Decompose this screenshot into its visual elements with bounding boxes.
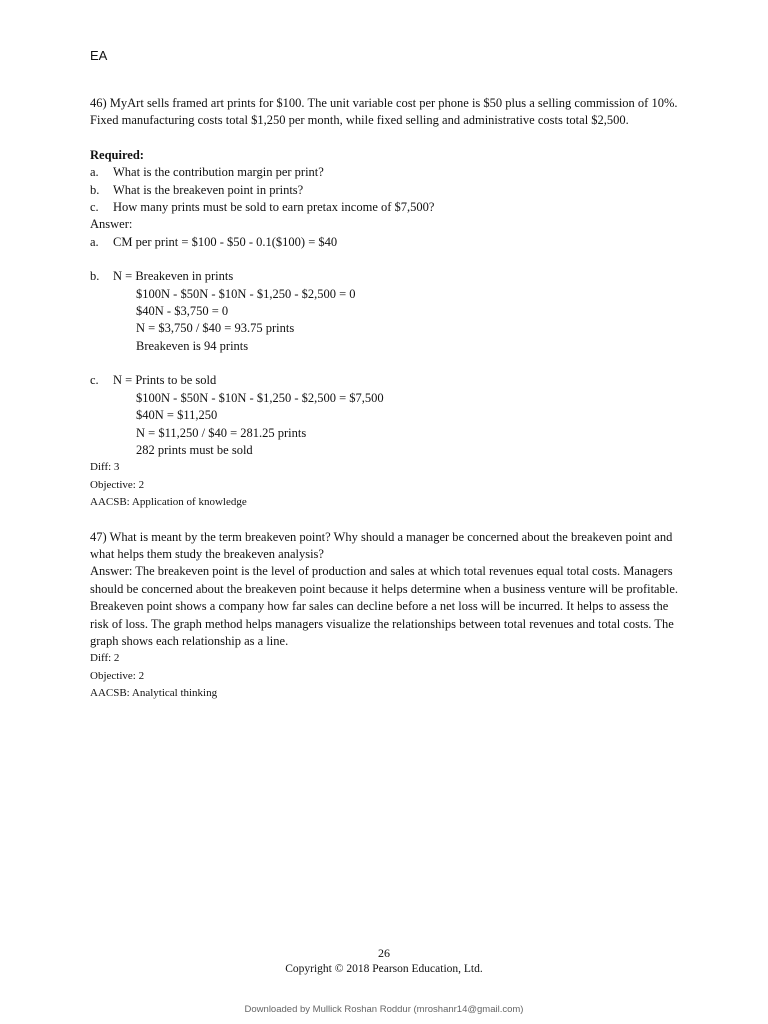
page-header: EA	[90, 48, 108, 63]
required-item-b	[90, 182, 680, 199]
required-item-text: What is the contribution margin per print?	[113, 165, 324, 180]
answer-b-line: N = $3,750 / $40 = 93.75 prints	[136, 321, 295, 336]
answer-label: Answer:	[90, 217, 133, 232]
question-47-difficulty: Diff: 2	[90, 652, 120, 665]
question-46-objective: Objective: 2	[90, 478, 145, 491]
required-label: Required:	[90, 147, 144, 162]
list-marker: c.	[90, 373, 99, 388]
question-46-text: 46) MyArt sells framed art prints for $100. The unit variable cost per phone is $50 plus a selling commission of 10%. Fixed manufacturing costs total $1,250 per month, while fixed selling and administrative costs total $2,500.	[90, 96, 678, 128]
question-47-answer: Answer: The breakeven point is the level of production and sales at which total revenues equal total costs. Managers should be concerned about the breakeven point because it helps determine when a business venture will be profitable. Breakeven point shows a company how far sales can decline before a net loss will be incurred. It helps to assess the risk of loss. The graph method helps managers visualize the relationships between total revenues and total costs. The graph shows each relationship as a line.	[90, 564, 679, 648]
list-marker: a.	[90, 165, 99, 180]
question-46-difficulty: Diff: 3	[90, 461, 120, 474]
list-marker: b.	[90, 269, 100, 284]
answer-b-line: Breakeven is 94 prints	[136, 338, 249, 353]
answer-b-line: $40N - $3,750 = 0	[136, 304, 229, 319]
answer-b	[90, 268, 680, 285]
answer-c-line: 282 prints must be sold	[136, 442, 253, 457]
required-item-text: What is the breakeven point in prints?	[113, 182, 304, 197]
question-47-text: 47) What is meant by the term breakeven point? Why should a manager be concerned about the breakeven point and what helps them study the breakeven analysis?	[90, 529, 673, 561]
answer-c-line: N = $11,250 / $40 = 281.25 prints	[136, 425, 307, 440]
answer-b-text: N = Breakeven in prints	[113, 269, 234, 284]
question-47-aacsb: AACSB: Analytical thinking	[90, 687, 218, 700]
question-47-objective: Objective: 2	[90, 669, 145, 682]
required-item-a	[90, 164, 680, 181]
answer-c	[90, 372, 680, 389]
answer-c-text: N = Prints to be sold	[113, 373, 217, 388]
answer-a	[90, 234, 680, 251]
download-note: Downloaded by Mullick Roshan Roddur (mroshanr14@gmail.com)	[244, 1004, 524, 1015]
list-marker: a.	[90, 234, 99, 249]
answer-c-line: $40N = $11,250	[136, 408, 218, 423]
required-item-text: How many prints must be sold to earn pretax income of $7,500?	[113, 200, 435, 215]
answer-c-line: $100N - $50N - $10N - $1,250 - $2,500 = $7,500	[136, 390, 384, 405]
page-number: 26	[378, 946, 390, 960]
required-item-c	[90, 199, 680, 216]
answer-b-line: $100N - $50N - $10N - $1,250 - $2,500 = 0	[136, 286, 356, 301]
list-marker: b.	[90, 182, 100, 197]
answer-a-text: CM per print = $100 - $50 - 0.1($100) = $40	[113, 234, 338, 249]
list-marker: c.	[90, 200, 99, 215]
question-46-aacsb: AACSB: Application of knowledge	[90, 496, 247, 509]
copyright-notice: Copyright © 2018 Pearson Education, Ltd.	[285, 963, 483, 975]
page-content	[90, 95, 680, 703]
